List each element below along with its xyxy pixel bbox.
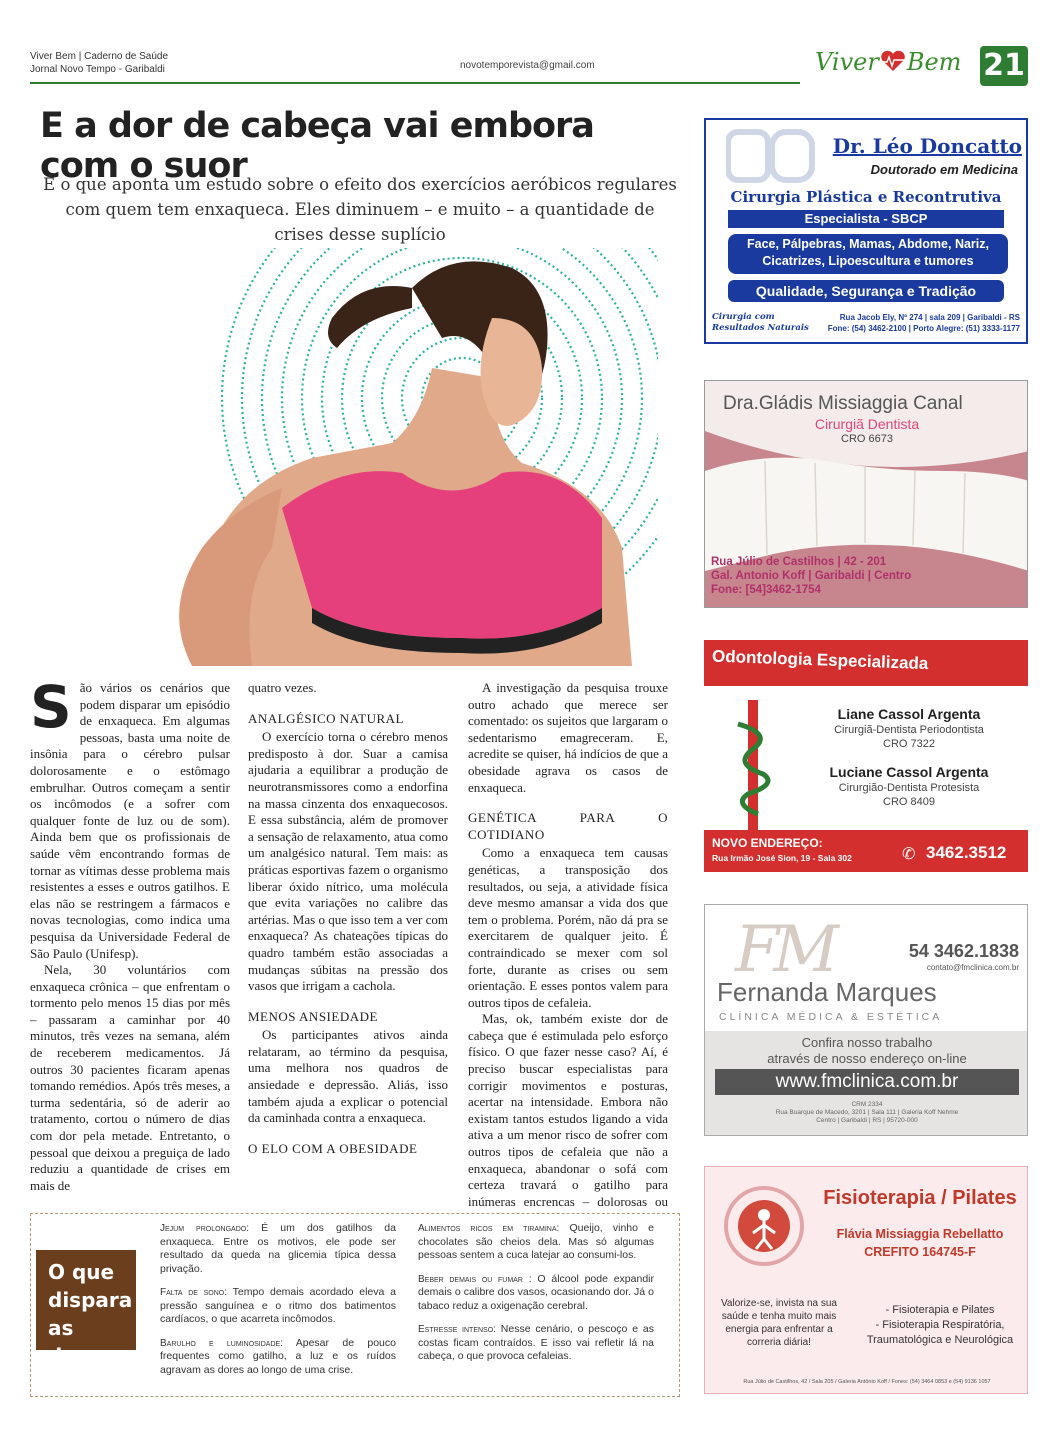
ad-odonto-p2-role: Cirurgião-Dentista Protesista: [838, 782, 980, 794]
ad-fisio-name: Flávia Missiaggia Rebellatto: [836, 1227, 1004, 1241]
article-column-2: [248, 680, 448, 1159]
subheading: GENÉTICA PARA O COTIDIANO: [468, 810, 668, 842]
ad-fm-crm: CRM 2334: [851, 1101, 883, 1108]
ad-gladis-phone: Fone: [54]3462-1754: [711, 584, 821, 596]
ad-fm-addr2: Centro | Garibaldi | RS | 95720-000: [816, 1117, 918, 1124]
trigger-item: [160, 1337, 396, 1378]
ad-leo-tag1: Cirurgia com: [712, 312, 775, 322]
ad-fm-subtitle: CLÍNICA MÉDICA & ESTÉTICA: [719, 1011, 943, 1023]
ad-gladis-cro: CRO 6673: [841, 433, 893, 445]
physio-figure-icon: [723, 1185, 805, 1267]
paragraph: quatro vezes.: [248, 680, 317, 695]
ad-leo-addr1: Rua Jacob Ely, Nº 274 | sala 209 | Garibaldi - RS: [839, 313, 1020, 322]
ad-odonto-new-address-label: NOVO ENDEREÇO:: [712, 836, 823, 850]
viver-bem-logo: [815, 48, 965, 84]
ad-leo-tag2: Resultados Naturais: [712, 323, 809, 333]
trigger-lead: Estresse intenso:: [418, 1324, 496, 1335]
ad-fm-website-link[interactable]: www.fmclinica.com.br: [715, 1069, 1019, 1095]
trigger-item: [160, 1222, 396, 1276]
ad-fm-addr1: Rua Buarque de Macedo, 3201 | Sala 111 | Galeria Koff Nehme: [775, 1109, 959, 1116]
drop-cap: S: [30, 673, 72, 741]
ad-gladis-role: Cirurgiã Dentista: [814, 416, 920, 432]
trigger-item: [418, 1222, 654, 1263]
trigger-lead: Alimentos ricos em tiramina:: [418, 1223, 560, 1234]
trigger-text: Nesse cenário, o pescoço e as costas ficam contraídos. E isso vai refletir lá na cabeça, o que provoca cefaleias.: [418, 1323, 654, 1362]
caduceus-icon: [718, 694, 788, 834]
ad-fisio-services: [855, 1303, 1025, 1348]
section-name: Viver Bem | Caderno de Saúde: [30, 51, 169, 62]
paragraph: ão vários os cenários que podem disparar um episódio de enxaqueca. Em algumas pessoas, basta uma noite de insônia para o cérebro pulsar dolorosamente e o estômago embrulhar. Outros começam a sentir os incômodos (e a sofrer com qualquer fonte de luz ou de som). Ainda bem que os profissionais de saúde vêm encontrando formas de tornar as vítimas desse problema mais resistentes a esses e outros gatilhos. E elas não se restringem a fármacos e novas tecnologias, como indica uma pesquisa da Universidade Federal de São Paulo (Unifesp).: [30, 680, 230, 961]
article-column-3: [468, 680, 668, 1227]
ad-odonto-phone: 3462.3512: [926, 843, 1007, 862]
paragraph: Mas, ok, também existe dor de cabeça que é estimulada pelo esforço físico. O que fazer nesse caso? Aí, é preciso buscar especialistas para corrigir movimentos e posturas, acertar na intensidade. Embora não existam tantos estudos ligando a vida ativa a um menor risco de sofrer com outros tipos de cefaleia que não a enxaqueca, abandonar o sofá com certeza travará o gatilho para inúmeras encrencas – dolorosas ou: [468, 1011, 668, 1209]
ad-fm-phone: 54 3462.1838: [855, 941, 1019, 961]
ad-fisioterapia[interactable]: [704, 1166, 1028, 1394]
ad-gladis-addr1: Rua Júlio de Castilhos | 42 - 201: [711, 556, 887, 568]
ad-fm-footer: [705, 1101, 1028, 1125]
trigger-text: É um dos gatilhos da enxaqueca. Entre os motivos, ele pode ser resultado da queda na glicemia típica dessa privação.: [160, 1222, 396, 1275]
ad-gladis-address: [711, 555, 911, 597]
ad-odonto-address: Rua Irmão José Sion, 19 - Sala 302: [712, 853, 852, 863]
ad-fm-cta2: através de nosso endereço on-line: [767, 1051, 967, 1066]
fm-monogram-logo: FM: [735, 913, 833, 987]
trigger-lead: Barulho e luminosidade:: [160, 1337, 283, 1349]
ad-fm-cta1: Confira nosso trabalho: [801, 1035, 933, 1050]
ad-leo-degree: Doutorado em Medicina: [870, 162, 1018, 177]
ad-fisio-service: - Fisioterapia Respiratória,: [875, 1319, 1005, 1331]
ad-leo-tagline: [712, 312, 809, 334]
ad-gladis-name: Dra.Gládis Missiaggia Canal: [723, 393, 963, 414]
ad-fernanda-marques[interactable]: [704, 904, 1028, 1136]
ad-fisio-footer: Rua Júlio de Castilhos, 42 / Sala 205 / Galeria Antônio Koff / Fones: (54) 3464 0853 e (54) 9136 1057: [743, 1379, 991, 1385]
ad-odonto-p2-cro: CRO 8409: [883, 796, 935, 808]
page-number: 21: [980, 46, 1028, 86]
trigger-text: Apesar de pouco frequentes como gatilho, a luz e os ruídos agravam as dores ao longo de uma crise.: [160, 1336, 396, 1376]
ad-leo-motto: Qualidade, Segurança e Tradição: [728, 280, 1004, 302]
ad-fisio-crefito: CREFITO 164745-F: [864, 1245, 976, 1259]
trigger-item: [160, 1286, 396, 1327]
logo-viver: Viver: [815, 48, 879, 76]
heart-icon: [880, 50, 906, 72]
logo-bem: Bem: [906, 48, 962, 76]
trigger-lead: Falta de sono:: [160, 1287, 228, 1298]
trigger-item: [418, 1273, 654, 1314]
article-column-1: [30, 673, 230, 1194]
paragraph: O exercício torna o cérebro menos predisposto à dor. Suar a camisa ajudaria a equilibrar a produção de neurotransmissores como a endorfina na massa cinzenta dos enxaquecosos. E essa substância, além de promover a sensação de relaxamento, atua como um analgésico natural. Tem mais: as práticas esportivas fazem o organismo liberar óxido nítrico, uma molécula que evita variações no calibre das artérias. Mas o que isso tem a ver com enxaqueca? As chateações típicas do quadro também estão associadas a mudanças súbitas na pressão dos vasos que irrigam a cachola.: [248, 729, 448, 994]
paragraph: Como a enxaqueca tem causas genéticas, a transposição dos resultados, ou seja, a atividade física deve mesmo amansar a vida dos que tem o problema. Porém, não dá pra se exercitarem de qualquer jeito. É contraindicado se mexer com sol forte, durante as crises ou sem orientação. E esses pontos valem para outros tipos de cefaleia.: [468, 845, 668, 1010]
publication-name: Jornal Novo Tempo - Garibaldi: [30, 64, 165, 75]
subheading: ANALGÉSICO NATURAL: [248, 710, 404, 726]
ad-fisio-service: Traumatológica e Neurológica: [866, 1334, 1014, 1346]
header-rule: [30, 82, 800, 84]
ad-fm-email: contato@fmclinica.com.br: [926, 963, 1019, 972]
paragraph: Nela, 30 voluntários com enxaqueca crônica – que enfrentam o tormento pelo menos 15 dias por mês – passaram a caminhar por 40 minutos, três vezes na semana, além de receberem medicamentos. Já outros 30 pacientes ficaram apenas tomando remédios. Após três meses, a turma sedentária, só de aderir ao tratamento, cortou o número de dias com dor pela metade. Entretanto, o pessoal que deixou a preguiça de lado reduziu a quantidade de crises em mais de: [30, 962, 230, 1193]
contact-email[interactable]: novotemporevista@gmail.com: [460, 60, 595, 71]
trigger-text: Queijo, vinho e chocolates são cheios dela. Mas só algumas pessoas sentem a cuca latejar ao consumi-los.: [418, 1222, 654, 1261]
ad-fm-name: Fernanda Marques: [717, 977, 937, 1007]
ad-odonto-p1-role: Cirurgiã-Dentista Periodontista: [834, 724, 984, 736]
subheading: O ELO COM A OBESIDADE: [248, 1140, 418, 1156]
subheading: MENOS ANSIEDADE: [248, 1008, 378, 1024]
ad-leo-specialty: Cirurgia Plástica e Recontrutiva: [730, 188, 1002, 206]
ad-odontologia[interactable]: [704, 640, 1028, 872]
triggers-list-right: [418, 1222, 654, 1374]
trigger-item: [418, 1323, 654, 1364]
article-subtitle: É o que aponta um estudo sobre o efeito dos exercícios aeróbicos regulares com quem tem enxaqueca. Eles diminuem – e muito – a quantidade de crises desse suplício: [43, 175, 677, 244]
ad-leo-sbcp: Especialista - SBCP: [728, 210, 1004, 228]
paragraph: Os participantes ativos ainda relataram, ao término da pesquisa, uma melhora nos quadros de ansiedade e depressão. Aliás, isso também ajuda a explicar o potencial da caminhada contra a enxaqueca.: [248, 1027, 448, 1126]
ad-leo-addr2: Fone: (54) 3462-2100 | Porto Alegre: (51) 3333-1177: [827, 324, 1020, 333]
trigger-text: Tempo demais acordado eleva a pressão sanguínea e o ritmo dos batimentos cardíacos, o que acarreta incômodos.: [160, 1286, 396, 1325]
ad-odonto-p1-cro: CRO 7322: [883, 738, 935, 750]
ad-gladis-canal[interactable]: [704, 380, 1028, 608]
ad-odonto-title: Odontologia Especializada: [711, 646, 929, 674]
woman-exercising-photo: [162, 248, 658, 666]
ad-leo-doncatto[interactable]: [704, 118, 1028, 344]
ad-leo-procedures: Face, Pálpebras, Mamas, Abdome, Nariz, Cicatrizes, Lipoescultura e tumores: [728, 234, 1008, 274]
ad-fisio-title: Fisioterapia / Pilates: [823, 1187, 1017, 1209]
triggers-list-left: [160, 1222, 396, 1387]
ad-fisio-service: - Fisioterapia e Pilates: [885, 1304, 995, 1316]
trigger-text: : O álcool pode expandir demais o calibre dos vasos, ocasionando dor. Já o tabaco reduz a oxigenação cerebral.: [418, 1272, 654, 1312]
triggers-box-label: O que dispara as dores: [36, 1250, 136, 1350]
section-header: [30, 50, 168, 76]
ad-fisio-slogan: Valorize-se, invista na sua saúde e tenha muito mais energia para enfrentar a correria diária!: [721, 1298, 837, 1348]
paragraph: A investigação da pesquisa trouxe outro achado que merece ser comentado: os sujeitos que largaram o sedentarismo emagreceram. E, acredite se quiser, há indícios de que a obesidade agrava os casos de enxaqueca.: [468, 680, 668, 795]
ad-odonto-p1-name: Liane Cassol Argenta: [837, 706, 981, 722]
ad-leo-address: [822, 312, 1020, 334]
photo-illustration: [162, 248, 658, 666]
phone-icon: ✆: [902, 846, 916, 863]
article-title: E a dor de cabeça vai embora com o suor: [40, 106, 594, 186]
ad-gladis-addr2: Gal. Antonio Koff | Garibaldi | Centro: [711, 570, 912, 582]
ld-logo-icon: [726, 128, 816, 184]
trigger-lead: Jejum prolongado:: [160, 1223, 249, 1234]
ad-leo-name: Dr. Léo Doncatto: [832, 134, 1022, 158]
ad-odonto-p2-name: Luciane Cassol Argenta: [829, 764, 989, 780]
trigger-lead: Beber demais ou fumar: [418, 1273, 523, 1285]
